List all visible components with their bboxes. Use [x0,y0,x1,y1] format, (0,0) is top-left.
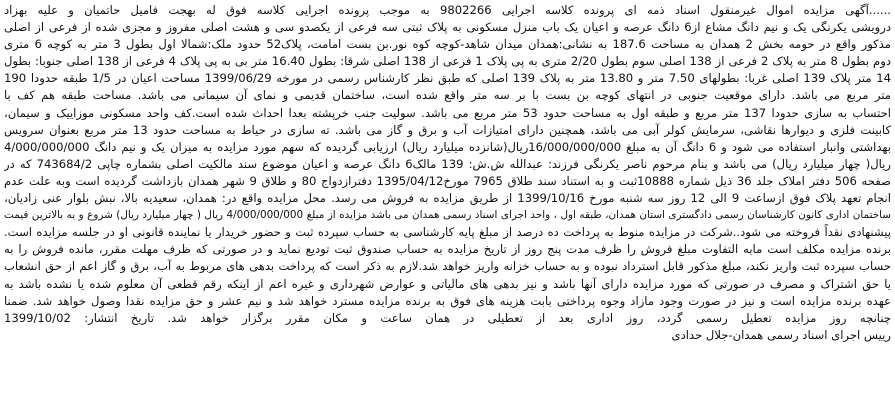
notice-line: انجام تعهد پلاک فوق ازساعت 9 الی 12 روز سه شنبه مورخ 1399/10/16 از طریق مزایده به فروش می رسد. محل مزایده واقع در: همدان، سعیدیه بالا، نبش بلوار عنی زادیان، [4,191,891,206]
notice-line: ساختمان اداری کانون کارشناسان رسمی دادگستری استان همدان، طبقه اول ، واحد اجرای اسناد رسمی همدان می باشد مزایده از مبلغ 4/000/000/000 ریال ( چهار میلیارد ریال) شروع و به بالاترین قیمت [4,209,891,222]
notice-signature: رییس اجرای اسناد رسمی همدان-جلال حدادی [671,327,891,342]
notice-line: احتساب به سازی حدودا 137 متر مربع و طبقه اول به مساحت حدود 53 متر مربع می باشد. سولیت جنب خرپشته بعدا احداث شده است.کف واحد مسکونی موزاییک و سیمان، [4,105,891,120]
notice-line: بهداشتی وانبار استفاده می شود و 6 دانگ آن به مبلغ 16/000/000/000ریال(شانزده میلیارد ریال) ارزیابی گردیده که سهم مورد مزایده به میزان یک و نیم دانگ 4/000/000/000 [4,139,891,154]
notice-line: متر مربع می باشد. دارای موقعیت جنوبی در انتهای کوچه بن بست با بر سه متر واقع شده است، ساختمان قدیمی و نمای آن سیمانی می باشد. مساحت طبقه هم کف با [4,88,891,103]
notice-line: عهده برنده مزایده است و نیز در صورت وجود مازاد وجوه پرداختی بابت هزینه های فوق به برنده مزایده مسترد خواهد شد و نیم عشر و حق مزایده نقدا وصول خواهد شد. ضمنا [4,293,891,308]
notice-line: درویشی یکرنگی یک و نیم دانگ مشاع از6 دانگ عرصه و اعیان یک باب منزل مسکونی به پلاک ثبتی سه فرعی از یکصدو سی و هشت اصلی مفروز و مجزی شده از فرعی از اصلی [4,20,891,35]
notice-line: صفحه 506 دفتر املاک جلد 36 ذیل شماره 10888ثبت و به استناد سند طلاق 7965 مورخ1395/04/12 دفترازدواج 80 و طلاق 9 شهر همدان بازداشت گردیده است وبه علت عدم [4,173,891,188]
notice-line: کابینت فلزی و دیوارها نقاشی، سرمایش کولر آبی می باشد، همچنین دارای امتیازات آب و برق و گاز می باشد. ته سازی در حیاط به مساحت حدود 13 متر مربع بعنوان سرویس [4,122,891,137]
notice-line: 14 متر پلاک 139 اصلی غربا: بطولهای 7.50 متر و 13.80 متر به پلاک 139 اصلی که طبق نظر کارشناس رسمی در مورخه 1399/06/29 مساحت اعیان در 1/5 طبقه حدودا 190 [4,71,891,86]
notice-line: یا حق اشتراک و مصرف در صورتی که مورد مزایده دارای آنها باشد و نیز بدهی های مالیاتی و عوارض شهرداری و غیره اعم از اینکه رقم قطعی آن معلوم شده یا نشده باشد به [4,276,891,291]
notice-line: دوم بطول 8 متر به پلاک 2 فرعی از 138 اصلی سوم بطول 2/20 متری به پی پلاک 1 فرعی از 138 اصلی شرقا: بطول 16.40 متر بی به پی پلاک 4 فرعی از 138 اصلی جنوبا: بطول [4,54,891,69]
notice-line: مذکور واقع در حومه بخش 2 همدان به مساحت 187.6 به نشانی:همدان میدان شاهد-کوچه کوه نور.بن بست امامت، پلاک52 حدود ملک:شمالا اول بطول 3 متر به کوچه 6 متری [4,37,891,52]
notice-line: برنده مزایده مکلف است مابه التفاوت مبلغ فروش را ظرف مدت پنج روز از تاریخ مزایده به حساب صندوق ثبت تودیع نماید و در صورتی که ظرف مهلت مقرر، مانده فروش را به [4,242,891,257]
notice-line: حساب سپرده ثبت واریز نکند، مبلغ مذکور قابل استرداد نبوده و به حساب خزانه واریز خواهد شد.لازم به ذکر است که پرداخت بدهی های مربوط به آب، برق و گاز اعم از حق انشعاب [4,259,891,274]
notice-line: ریال( چهار میلیارد ریال) می باشد و بنام مرحوم ناصر یکرنگی فرزند: عبدالله ش.ش: 139 مالک6 دانگ عرصه و اعیان موضوع سند مالکیت اصلی بشماره چاپی 743684/2 که در [4,156,891,171]
notice-line: پیشنهادی نقداً فروخته می شود..شرکت در مزایده منوط به پرداخت ده درصد از مبلغ پایه کارشناسی به حساب سپرده ثبت و حضور خریدار یا نماینده قانونی او در جلسه مزایده است. [4,225,891,240]
notice-line: ......آگهی مزایده اموال غیرمنقول اسناد ذمه ای پرونده کلاسه اجرایی 9802266 به موجب پرونده اجرایی کلاسه فوق له بهجت فامیل حاتمیان و علیه بهزاد [4,3,891,17]
notice-line: چنانچه روز مزایده تعطیل رسمی گردد، روز اداری بعد از تعطیلی در همان ساعت و مکان مقرر برگزار خواهد شد. تاریخ انتشار: 1399/10/02 [4,310,891,325]
